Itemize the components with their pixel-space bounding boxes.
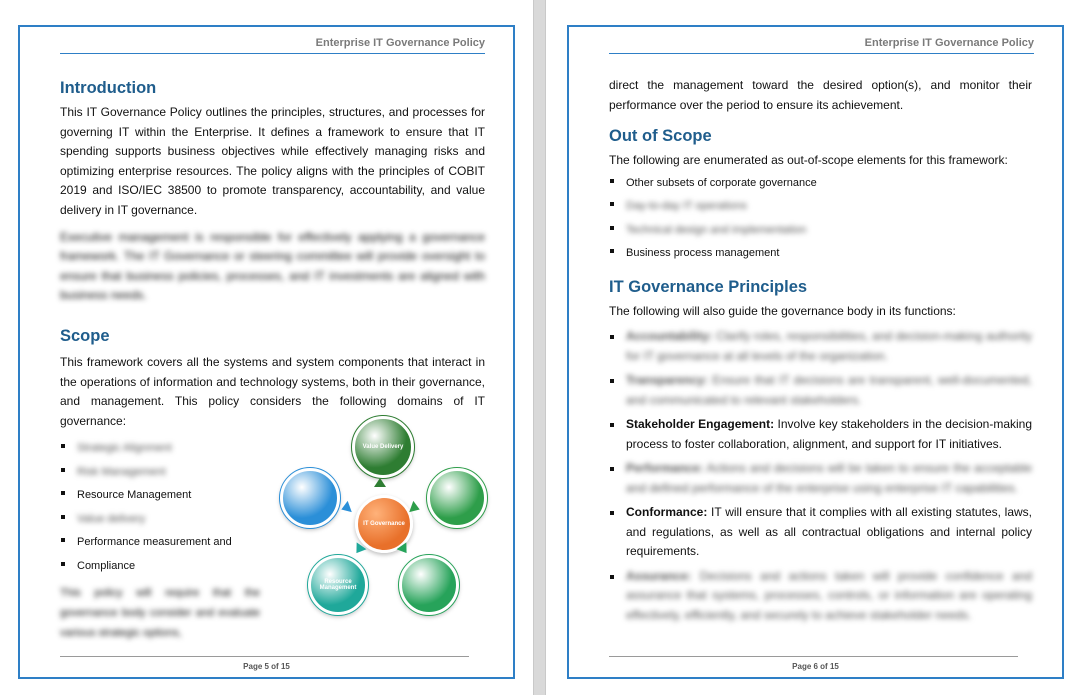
diagram-node-value-delivery: Value Delivery — [352, 416, 414, 478]
list-item-text: Other subsets of corporate governance — [626, 176, 817, 189]
page-6 — [545, 0, 1080, 695]
diagram-node-resource-management: Resource Management — [308, 555, 368, 615]
list-item-text: Value delivery — [77, 512, 146, 525]
principle-item — [609, 327, 1032, 366]
list-item-text: Performance measurement and — [77, 536, 232, 549]
principle-term: Transparency: — [626, 373, 709, 388]
principles-list — [609, 327, 1032, 625]
list-item-text: Risk Management — [77, 465, 166, 478]
list-item — [609, 172, 1032, 196]
list-item-text: Compliance — [77, 559, 136, 572]
page-header: Enterprise IT Governance Policy — [60, 37, 485, 54]
diagram-node — [427, 468, 487, 528]
principle-term: Assurance: — [626, 568, 692, 583]
page-footer: Page 5 of 15 — [243, 662, 290, 671]
footer-rule — [60, 656, 469, 657]
diagram-node — [399, 555, 459, 615]
principle-item — [609, 567, 1032, 626]
diagram-center-it-governance: IT Governance — [355, 495, 413, 553]
principle-text: Involve key stakeholders in the decision-making process to foster collaboration, alignment, and support for IT initiatives. — [626, 417, 1033, 451]
continuation-paragraph: direct the management toward the desired option(s), and monitor their performance over the period to ensure its achievement. — [609, 78, 1032, 112]
list-item — [60, 508, 260, 532]
list-item — [60, 484, 260, 508]
arrow-icon — [409, 501, 422, 515]
list-item — [60, 531, 260, 555]
principle-text: Ensure that IT decisions are transparent, well-documented, and communicated to relevant stakeholders. — [626, 373, 1032, 407]
list-item-text: Day-to-day IT operations — [626, 200, 747, 213]
arrow-icon — [339, 501, 352, 515]
scope-domain-list — [60, 437, 260, 578]
list-item — [609, 219, 1032, 243]
diagram-node — [280, 468, 340, 528]
list-item-text: Business process management — [626, 247, 780, 260]
footer-rule — [609, 656, 1018, 657]
page-5 — [0, 0, 534, 695]
principle-text: Decisions and actions taken will provide confidence and assurance that systems, processes, controls, or information are operating effectively, efficiently, and securely to achieve stakeholder needs. — [626, 568, 1032, 622]
list-item-text: Resource Management — [77, 489, 192, 502]
list-item — [60, 437, 260, 461]
principles-intro: The following will also guide the governance body in its functions: — [609, 303, 956, 318]
principle-text: IT will ensure that it complies with all existing statutes, laws, and regulations, as well as all contractual obligations and internal policy requirements. — [626, 505, 1032, 559]
list-item-text: Technical design and implementation — [626, 223, 807, 236]
introduction-heading: Introduction — [60, 79, 157, 97]
list-item — [60, 555, 260, 579]
principle-term: Conformance: — [626, 505, 708, 520]
principles-heading: IT Governance Principles — [609, 277, 808, 296]
scope-heading: Scope — [60, 326, 110, 345]
introduction-paragraph: This IT Governance Policy outlines the principles, structures, and processes for governing IT within the Enterprise. It defines a framework to ensure that IT spending supports business objectives while effectively managing risks and optimizing enterprise resources. The policy aligns with the principles of COBIT 2019 and ISO/IEC 38500 to promote transparency, accountability, and value delivery in IT governance. — [60, 105, 485, 217]
list-item — [60, 461, 260, 485]
principle-item — [609, 503, 1032, 562]
principle-text: Actions and decisions will be taken to ensure the acceptable and defined performance of the enterprise using enterprise IT capabilities. — [626, 461, 1032, 495]
page-footer: Page 6 of 15 — [792, 662, 839, 671]
out-of-scope-list — [609, 172, 1032, 266]
principle-term: Stakeholder Engagement: — [626, 417, 775, 432]
list-item-text: Strategic Alignment — [77, 442, 172, 455]
list-item — [609, 242, 1032, 266]
introduction-blurred-paragraph: Executive management is responsible for effectively applying a governance framework. The IT Governance or steering committee will provide oversight to ensure that business policies, processes, and IT investments are aligned with business needs. — [60, 229, 485, 303]
principle-item — [609, 415, 1032, 454]
out-of-scope-intro: The following are enumerated as out-of-scope elements for this framework: — [609, 153, 1008, 168]
scope-blurred-paragraph: This policy will require that the governance body consider and evaluate various strategic options, — [60, 587, 260, 639]
page-header: Enterprise IT Governance Policy — [609, 37, 1034, 54]
scope-paragraph: This framework covers all the systems and system components that interact in the operations of information and technology systems, both in their governance, and management. This policy considers the following domains of IT governance: — [60, 354, 485, 428]
principle-term: Accountability: — [626, 329, 713, 344]
principle-text: Clarify roles, responsibilities, and decision-making authority for IT governance at all levels of the organization. — [626, 329, 1032, 363]
list-item — [609, 195, 1032, 219]
out-of-scope-heading: Out of Scope — [609, 127, 712, 146]
principle-term: Performance: — [626, 461, 704, 476]
arrow-icon — [374, 478, 386, 487]
principle-item — [609, 459, 1032, 498]
principle-item — [609, 371, 1032, 410]
governance-diagram — [255, 380, 465, 620]
